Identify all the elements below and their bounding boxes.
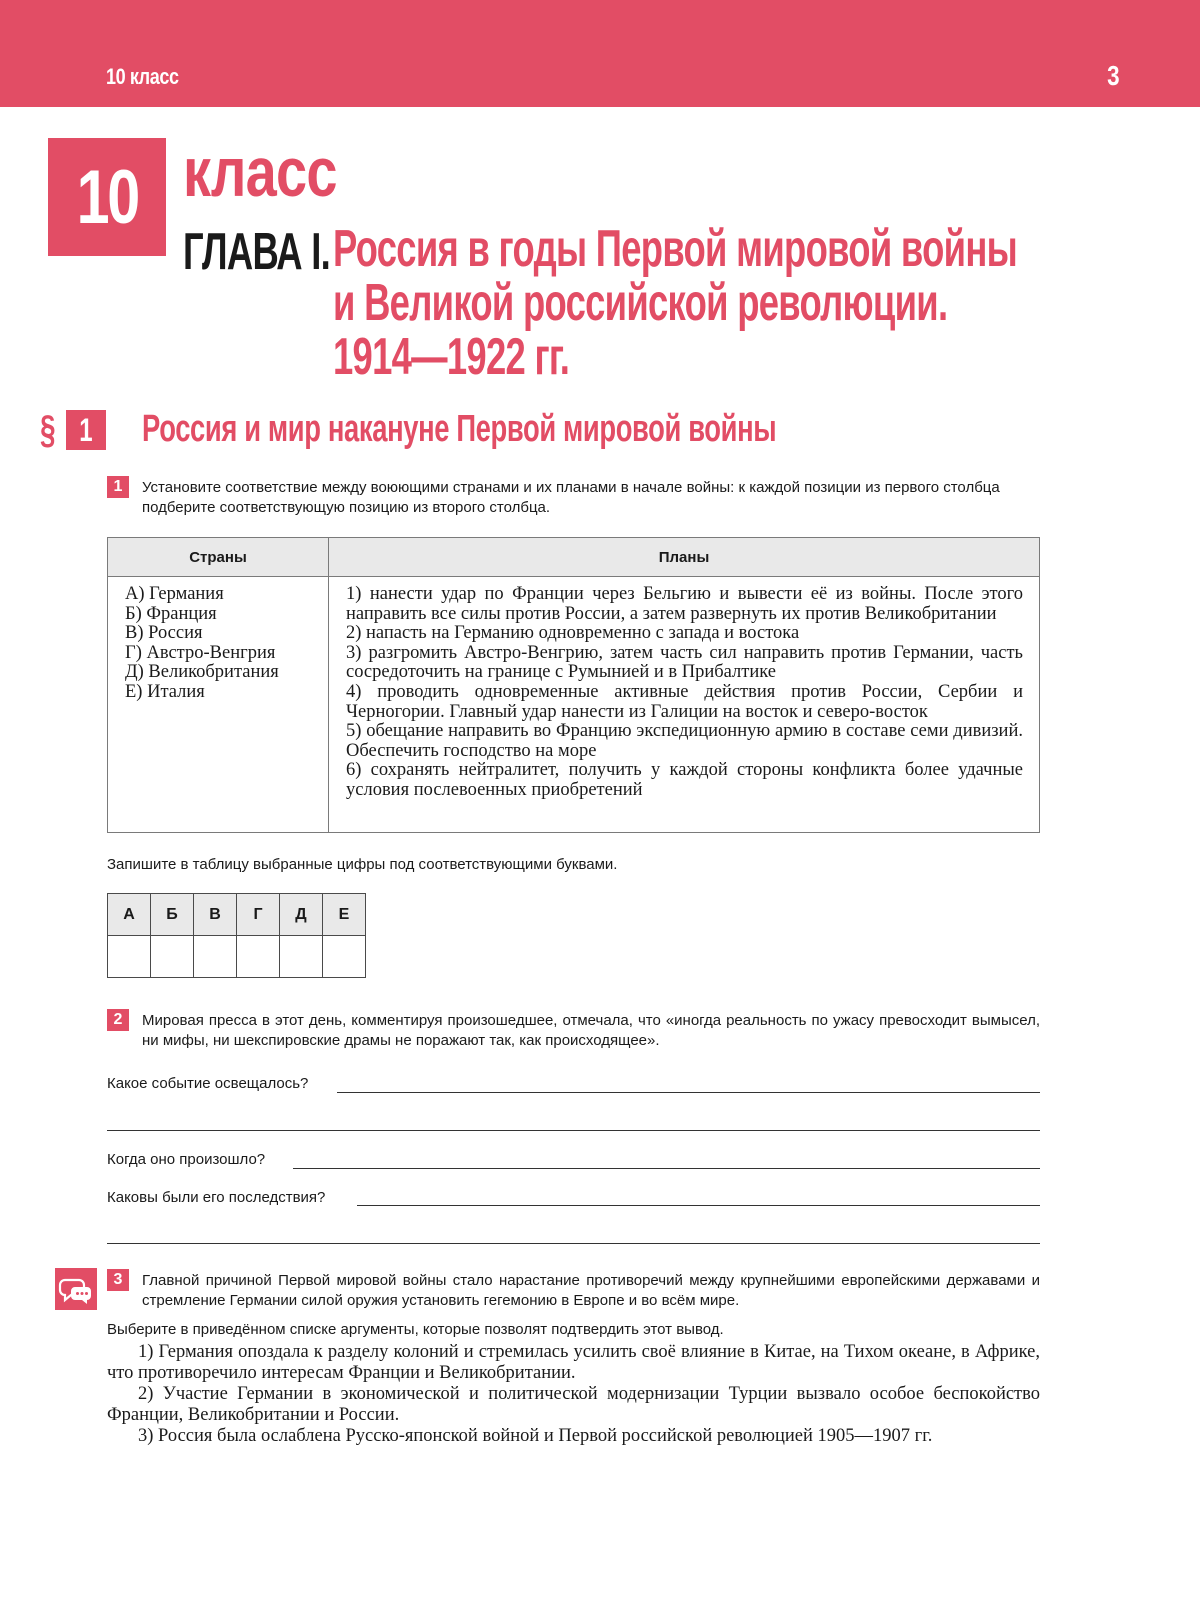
section-number-box	[66, 410, 106, 450]
chapter-title-line: 1914—1922 гг.	[333, 328, 570, 386]
task3-text: Главной причиной Первой мировой войны стало нарастание противоречий между крупнейшими европейскими державами и стремление Германии силой оружия установить гегемонию в Европе и во всём мире.	[142, 1272, 1040, 1309]
task1-instruction: Установите соответствие между воюющими странами и их планами в начале войны: к каждой позиции из первого столбца подберите соответствующую позицию из второго столбца.	[142, 479, 1000, 516]
task-number-1: 1	[107, 476, 129, 498]
discussion-icon	[55, 1268, 97, 1310]
plan-item: 6) сохранять нейтралитет, получить у каждой стороны конфликта более удачные условия послевоенных приобретений	[346, 760, 1023, 800]
answer-letter: Е	[323, 894, 366, 936]
task3-instruction: Выберите в приведённом списке аргументы, которые позволят подтвердить этот вывод.	[107, 1321, 724, 1338]
matching-table	[107, 537, 1040, 833]
question-label: Какое событие освещалось?	[107, 1075, 309, 1092]
plan-item: 1) нанести удар по Франции через Бельгию и вывести её из войны. После этого направить все силы против России, а затем развернуть их против Великобритании	[346, 584, 1023, 624]
chapter-title-line: и Великой российской революции.	[333, 274, 948, 332]
table-header-countries: Страны	[108, 538, 329, 577]
discussion-icon-glyph	[55, 1268, 97, 1310]
grade-number: 10	[76, 154, 138, 240]
table-header-plans: Планы	[329, 538, 1040, 577]
country-item: Б) Франция	[125, 603, 217, 624]
section-number: 1	[79, 411, 93, 448]
chapter-label: ГЛАВА I.	[183, 223, 331, 281]
running-title: 10 класс	[106, 64, 179, 89]
argument-item: 2) Участие Германии в экономической и политической модернизации Турции вызвало особое беспокойство Франции, Великобритании и России.	[107, 1384, 1040, 1425]
country-item: В) Россия	[125, 623, 203, 644]
page-number: 3	[1107, 60, 1120, 91]
task-number-2: 2	[107, 1009, 129, 1031]
plan-item: 5) обещание направить во Францию экспедиционную армию в составе семи дивизий. Обеспечить господство на море	[346, 721, 1023, 761]
grade-word: класс	[183, 133, 337, 211]
answer-cell[interactable]	[194, 936, 237, 978]
answer-line[interactable]	[337, 1092, 1040, 1093]
answer-letter: Д	[280, 894, 323, 936]
answer-table	[107, 893, 366, 978]
plan-item: 3) разгромить Австро-Венгрию, затем часть сил направить против Германии, часть сосредоточить на границе с Румынией и в Прибалтике	[346, 642, 1023, 683]
answer-cell[interactable]	[151, 936, 194, 978]
answer-line[interactable]	[107, 1130, 1040, 1131]
task2-text: Мировая пресса в этот день, комментируя произошедшее, отмечала, что «иногда реальность по ужасу превосходит вымысел, ни мифы, ни шекспировские драмы не поражают так, как происходящее».	[142, 1012, 1040, 1049]
answer-instruction: Запишите в таблицу выбранные цифры под соответствующими буквами.	[107, 856, 618, 873]
section-title: Россия и мир накануне Первой мировой войны	[142, 408, 777, 450]
answer-letter: Г	[237, 894, 280, 936]
question-label: Каковы были его последствия?	[107, 1189, 326, 1206]
answer-letter: В	[194, 894, 237, 936]
country-item: Г) Австро-Венгрия	[125, 642, 276, 663]
answer-line[interactable]	[357, 1205, 1040, 1206]
argument-item: 3) Россия была ослаблена Русско-японской войной и Первой российской революцией 1905—1907 гг.	[138, 1426, 933, 1446]
plan-item: 2) напасть на Германию одновременно с запада и востока	[346, 623, 800, 644]
country-item: Е) Италия	[125, 681, 205, 702]
plans-cell	[329, 577, 1040, 833]
grade-number-box	[48, 138, 166, 256]
header-band	[0, 0, 1200, 107]
answer-letter: А	[108, 894, 151, 936]
plan-item: 4) проводить одновременные активные действия против России, Сербии и Черногории. Главный удар нанести из Галиции на восток и северо-восток	[346, 681, 1023, 722]
question-label: Когда оно произошло?	[107, 1151, 266, 1168]
argument-item: 1) Германия опоздала к разделу колоний и стремилась усилить своё влияние в Китае, на Тихом океане, в Африке, что противоречило интересам Франции и Великобритании.	[107, 1342, 1040, 1383]
task-number-3: 3	[107, 1269, 129, 1291]
country-item: Д) Великобритания	[125, 662, 279, 683]
answer-cell[interactable]	[108, 936, 151, 978]
arguments-list	[107, 1342, 1040, 1447]
answer-letter: Б	[151, 894, 194, 936]
section-sign: §	[40, 408, 56, 452]
answer-cell[interactable]	[323, 936, 366, 978]
answer-line[interactable]	[107, 1243, 1040, 1244]
countries-cell	[108, 577, 329, 833]
chapter-title	[333, 220, 1018, 386]
answer-cell[interactable]	[237, 936, 280, 978]
country-item: А) Германия	[125, 584, 224, 604]
chapter-title-line: Россия в годы Первой мировой войны	[333, 220, 1018, 278]
answer-cell[interactable]	[280, 936, 323, 978]
answer-line[interactable]	[293, 1168, 1040, 1169]
